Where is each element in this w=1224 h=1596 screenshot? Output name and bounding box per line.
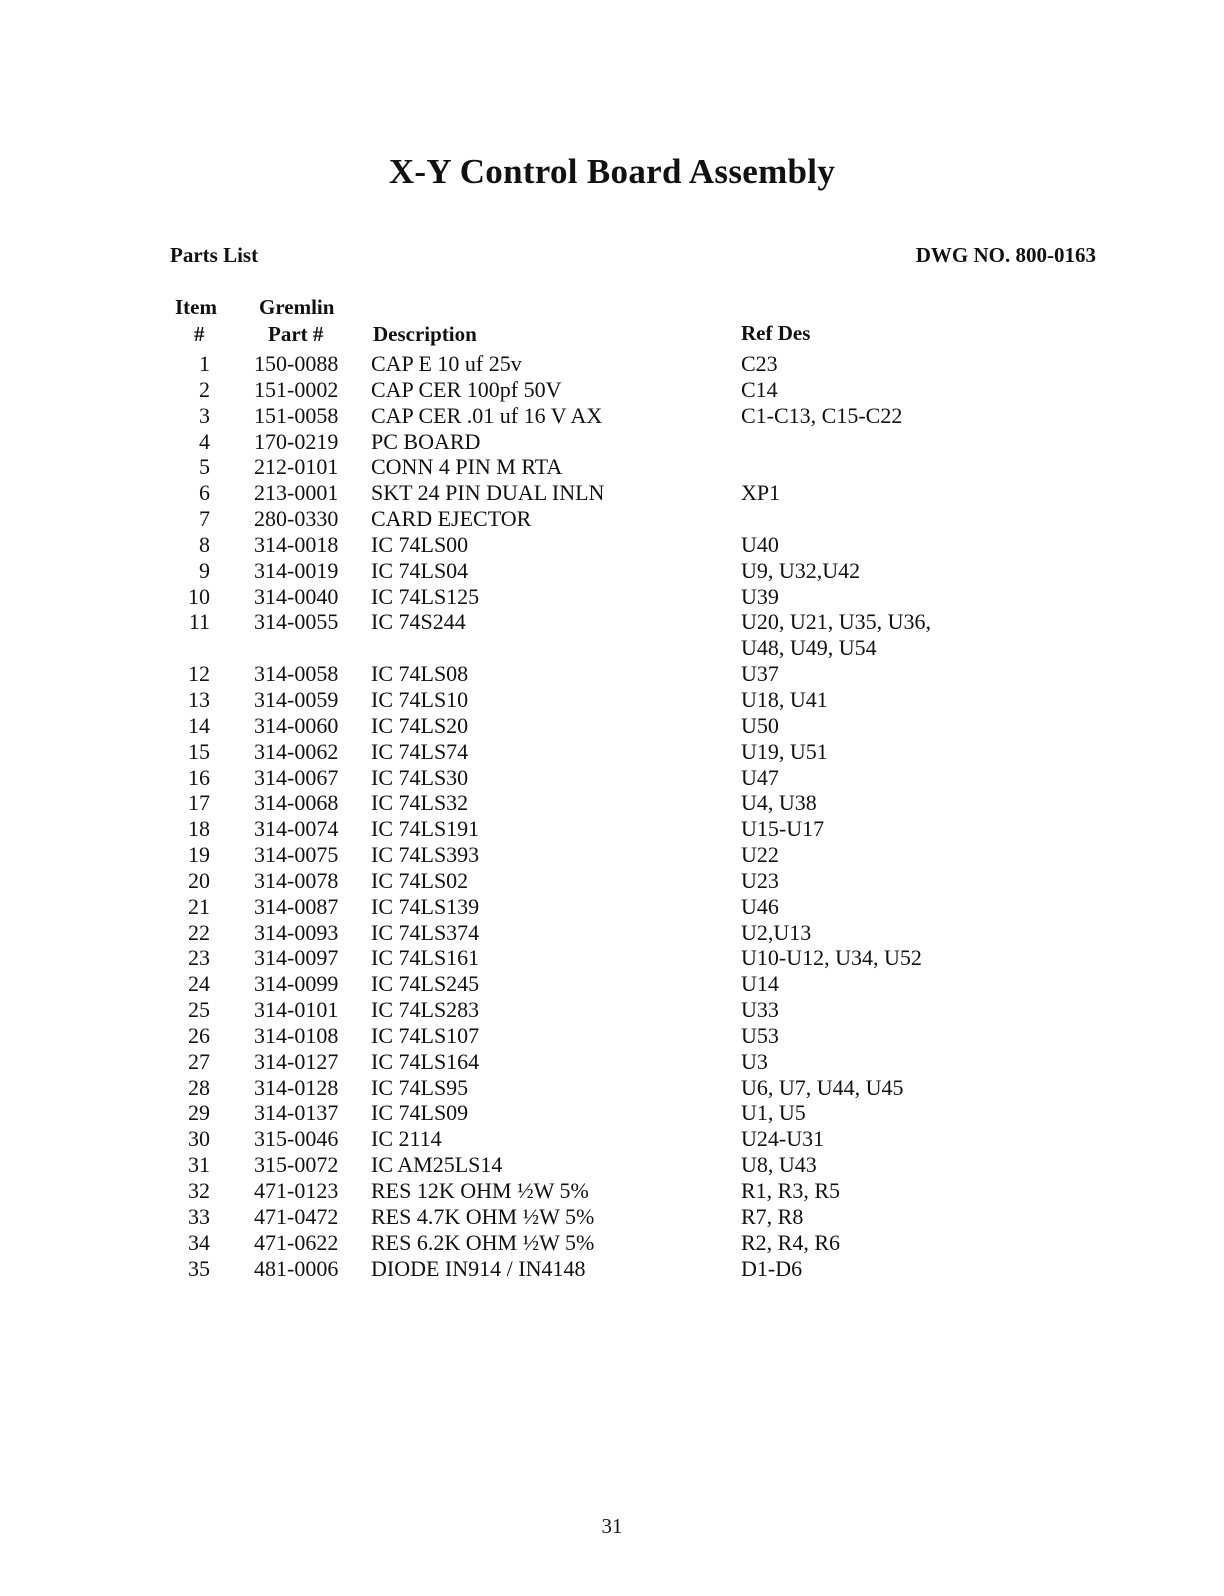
part-number-cell: 213-0001 <box>254 480 339 506</box>
item-cell: 6 <box>199 480 210 506</box>
description-cell: IC 74LS30 <box>371 764 469 790</box>
table-row <box>0 868 1224 894</box>
item-cell: 34 <box>188 1229 210 1255</box>
ref-des-cell: U4, U38 <box>741 790 817 816</box>
ref-des-cell: U14 <box>741 971 779 997</box>
description-cell: CAP CER .01 uf 16 V AX <box>371 402 603 428</box>
item-cell: 11 <box>188 609 210 635</box>
ref-des-cell: U2,U13 <box>741 919 812 945</box>
drawing-number: DWG NO. 800-0163 <box>915 243 1096 267</box>
ref-des-cell: U40 <box>741 531 779 557</box>
table-row <box>0 842 1224 868</box>
item-cell: 29 <box>188 1100 210 1126</box>
ref-des-cell: U6, U7, U44, U45 <box>741 1074 904 1100</box>
table-row <box>0 1126 1224 1152</box>
description-cell: IC 74LS191 <box>371 816 480 842</box>
part-number-cell: 481-0006 <box>254 1255 339 1281</box>
part-number-cell: 314-0040 <box>254 583 339 609</box>
table-row <box>0 1230 1224 1256</box>
parts-table <box>0 351 1224 1281</box>
item-cell: 5 <box>199 454 210 480</box>
page-title: X-Y Control Board Assembly <box>388 152 836 191</box>
item-cell: 15 <box>188 738 210 764</box>
ref-des-cell: R7, R8 <box>741 1203 804 1229</box>
description-cell: IC 74LS20 <box>371 712 469 738</box>
description-cell: IC 2114 <box>371 1126 442 1152</box>
ref-des-cell: U15-U17 <box>741 816 825 842</box>
description-cell: CAP E 10 uf 25v <box>371 351 522 376</box>
item-cell: 16 <box>188 764 210 790</box>
item-cell: 26 <box>188 1022 210 1048</box>
ref-des-cell: U47 <box>741 764 779 790</box>
part-number-cell: 314-0127 <box>254 1048 339 1074</box>
part-number-cell: 314-0058 <box>254 661 339 687</box>
description-cell: IC 74LS164 <box>371 1048 480 1074</box>
item-cell: 19 <box>188 842 210 868</box>
part-number-cell: 314-0137 <box>254 1100 339 1126</box>
table-row <box>0 661 1224 687</box>
table-row <box>0 351 1224 377</box>
part-number-cell: 314-0097 <box>254 945 339 971</box>
item-cell: 7 <box>199 506 210 532</box>
ref-des-cell: U37 <box>741 661 779 687</box>
item-cell: 18 <box>188 816 210 842</box>
description-cell: IC 74LS95 <box>371 1074 469 1100</box>
item-cell: 9 <box>199 557 210 583</box>
part-number-cell: 314-0055 <box>254 609 339 635</box>
description-cell: IC 74LS74 <box>371 738 469 764</box>
item-cell: 33 <box>188 1203 210 1229</box>
part-number-cell: 314-0075 <box>254 842 339 868</box>
description-cell: IC 74LS32 <box>371 790 469 816</box>
ref-des-cell: U50 <box>741 712 779 738</box>
item-cell: 35 <box>188 1255 210 1281</box>
description-cell: IC 74LS08 <box>371 661 469 687</box>
item-cell: 32 <box>188 1178 210 1203</box>
ref-des-cell: C14 <box>741 376 778 402</box>
description-cell: IC 74LS283 <box>371 997 480 1023</box>
description-cell: IC AM25LS14 <box>371 1152 503 1178</box>
ref-des-cell: U19, U51 <box>741 738 828 764</box>
ref-des-cell: U3 <box>741 1048 768 1074</box>
table-row <box>0 945 1224 971</box>
part-number-cell: 314-0059 <box>254 686 339 712</box>
item-cell: 10 <box>188 583 210 609</box>
part-number-cell: 315-0072 <box>254 1152 339 1178</box>
ref-des-cell: U33 <box>741 997 779 1023</box>
item-cell: 22 <box>188 919 210 945</box>
item-cell: 21 <box>188 893 210 919</box>
table-row <box>0 1049 1224 1075</box>
description-cell: SKT 24 PIN DUAL INLN <box>371 480 605 506</box>
header-description: Description <box>373 322 477 346</box>
description-cell: IC 74LS00 <box>371 531 469 557</box>
header-item-number: # <box>194 322 205 346</box>
ref-des-cell: XP1 <box>741 480 781 506</box>
part-number-cell: 314-0101 <box>254 997 339 1023</box>
table-row <box>0 1023 1224 1049</box>
item-cell: 2 <box>199 376 210 402</box>
description-cell: CAP CER 100pf 50V <box>371 376 562 402</box>
description-cell: RES 12K OHM ½W 5% <box>371 1178 589 1203</box>
item-cell: 31 <box>188 1152 210 1178</box>
description-cell: IC 74LS393 <box>371 842 480 868</box>
description-cell: IC 74LS04 <box>371 557 469 583</box>
description-cell: RES 4.7K OHM ½W 5% <box>371 1203 595 1229</box>
item-cell: 14 <box>188 712 210 738</box>
part-number-cell: 314-0087 <box>254 893 339 919</box>
description-cell: IC 74LS245 <box>371 971 480 997</box>
part-number-cell: 170-0219 <box>254 428 339 454</box>
part-number-cell: 314-0060 <box>254 712 339 738</box>
ref-des-cell: U18, U41 <box>741 686 828 712</box>
part-number-cell: 314-0078 <box>254 867 339 893</box>
table-row <box>0 584 1224 610</box>
description-cell: PC BOARD <box>371 428 481 454</box>
table-row <box>0 506 1224 532</box>
ref-des-cell: U1, U5 <box>741 1100 806 1126</box>
item-cell: 17 <box>188 790 210 816</box>
part-number-cell: 314-0067 <box>254 764 339 790</box>
page-number: 31 <box>601 1514 623 1538</box>
ref-des-cell: U39 <box>741 583 779 609</box>
item-cell: 4 <box>199 428 210 454</box>
description-cell: IC 74LS107 <box>371 1022 480 1048</box>
table-row <box>0 997 1224 1023</box>
table-row <box>0 480 1224 506</box>
ref-des-cell: U9, U32,U42 <box>741 557 861 583</box>
description-cell: IC 74LS02 <box>371 867 469 893</box>
description-cell: CONN 4 PIN M RTA <box>371 454 563 480</box>
description-cell: DIODE IN914 / IN4148 <box>371 1255 586 1281</box>
part-number-cell: 314-0062 <box>254 738 339 764</box>
ref-des-cell: R1, R3, R5 <box>741 1178 841 1203</box>
item-cell: 13 <box>188 686 210 712</box>
description-cell: IC 74LS374 <box>371 919 480 945</box>
part-number-cell: 315-0046 <box>254 1126 339 1152</box>
header-item: Item <box>175 295 217 319</box>
part-number-cell: 471-0123 <box>254 1178 339 1203</box>
description-cell: IC 74S244 <box>371 609 466 635</box>
item-cell: 27 <box>188 1048 210 1074</box>
table-row <box>0 894 1224 920</box>
ref-des-cell: D1-D6 <box>741 1255 803 1281</box>
part-number-cell: 150-0088 <box>254 351 339 376</box>
table-row <box>0 687 1224 713</box>
item-cell: 20 <box>188 867 210 893</box>
description-cell: RES 6.2K OHM ½W 5% <box>371 1229 595 1255</box>
part-number-cell: 314-0099 <box>254 971 339 997</box>
part-number-cell: 314-0019 <box>254 557 339 583</box>
item-cell: 8 <box>199 531 210 557</box>
table-row <box>0 1152 1224 1178</box>
table-row <box>0 1100 1224 1126</box>
ref-des-cell: U23 <box>741 867 779 893</box>
table-row <box>0 790 1224 816</box>
part-number-cell: 314-0068 <box>254 790 339 816</box>
table-row <box>0 739 1224 765</box>
table-row <box>0 1075 1224 1101</box>
ref-des-cell: C23 <box>741 351 778 376</box>
table-row <box>0 816 1224 842</box>
ref-des-cell: R2, R4, R6 <box>741 1229 841 1255</box>
table-row <box>0 1178 1224 1204</box>
item-cell: 12 <box>188 661 210 687</box>
item-cell: 24 <box>188 971 210 997</box>
part-number-cell: 280-0330 <box>254 506 339 532</box>
ref-des-cell: C1-C13, C15-C22 <box>741 402 903 428</box>
item-cell: 28 <box>188 1074 210 1100</box>
ref-des-cell: U20, U21, U35, U36, U48, U49, U54 <box>741 609 932 661</box>
ref-des-cell: U46 <box>741 893 779 919</box>
description-cell: IC 74LS139 <box>371 893 480 919</box>
table-row <box>0 429 1224 455</box>
ref-des-cell: U24-U31 <box>741 1126 825 1152</box>
table-row <box>0 765 1224 791</box>
description-cell: IC 74LS10 <box>371 686 469 712</box>
table-row <box>0 403 1224 429</box>
part-number-cell: 314-0128 <box>254 1074 339 1100</box>
table-row <box>0 1204 1224 1230</box>
ref-des-cell: U10-U12, U34, U52 <box>741 945 922 971</box>
part-number-cell: 212-0101 <box>254 454 339 480</box>
part-number-cell: 314-0108 <box>254 1022 339 1048</box>
description-cell: IC 74LS161 <box>371 945 480 971</box>
header-part-number: Part # <box>268 322 324 346</box>
part-number-cell: 151-0058 <box>254 402 339 428</box>
table-row <box>0 454 1224 480</box>
table-row <box>0 971 1224 997</box>
item-cell: 3 <box>199 402 210 428</box>
ref-des-cell: U8, U43 <box>741 1152 817 1178</box>
item-cell: 25 <box>188 997 210 1023</box>
header-gremlin: Gremlin <box>259 295 335 319</box>
part-number-cell: 314-0074 <box>254 816 339 842</box>
table-row <box>0 532 1224 558</box>
header-ref-des: Ref Des <box>741 321 811 345</box>
ref-des-cell: U53 <box>741 1022 779 1048</box>
table-row <box>0 558 1224 584</box>
table-row <box>0 920 1224 946</box>
part-number-cell: 314-0093 <box>254 919 339 945</box>
description-cell: CARD EJECTOR <box>371 506 532 532</box>
table-row <box>0 713 1224 739</box>
description-cell: IC 74LS125 <box>371 583 480 609</box>
part-number-cell: 471-0622 <box>254 1229 339 1255</box>
description-cell: IC 74LS09 <box>371 1100 469 1126</box>
table-row <box>0 1256 1224 1282</box>
parts-list-label: Parts List <box>170 243 259 267</box>
part-number-cell: 151-0002 <box>254 376 339 402</box>
table-row <box>0 377 1224 403</box>
part-number-cell: 471-0472 <box>254 1203 339 1229</box>
item-cell: 1 <box>199 351 210 376</box>
item-cell: 23 <box>188 945 210 971</box>
ref-des-cell: U22 <box>741 842 779 868</box>
item-cell: 30 <box>188 1126 210 1152</box>
part-number-cell: 314-0018 <box>254 531 339 557</box>
table-row <box>0 609 1224 661</box>
